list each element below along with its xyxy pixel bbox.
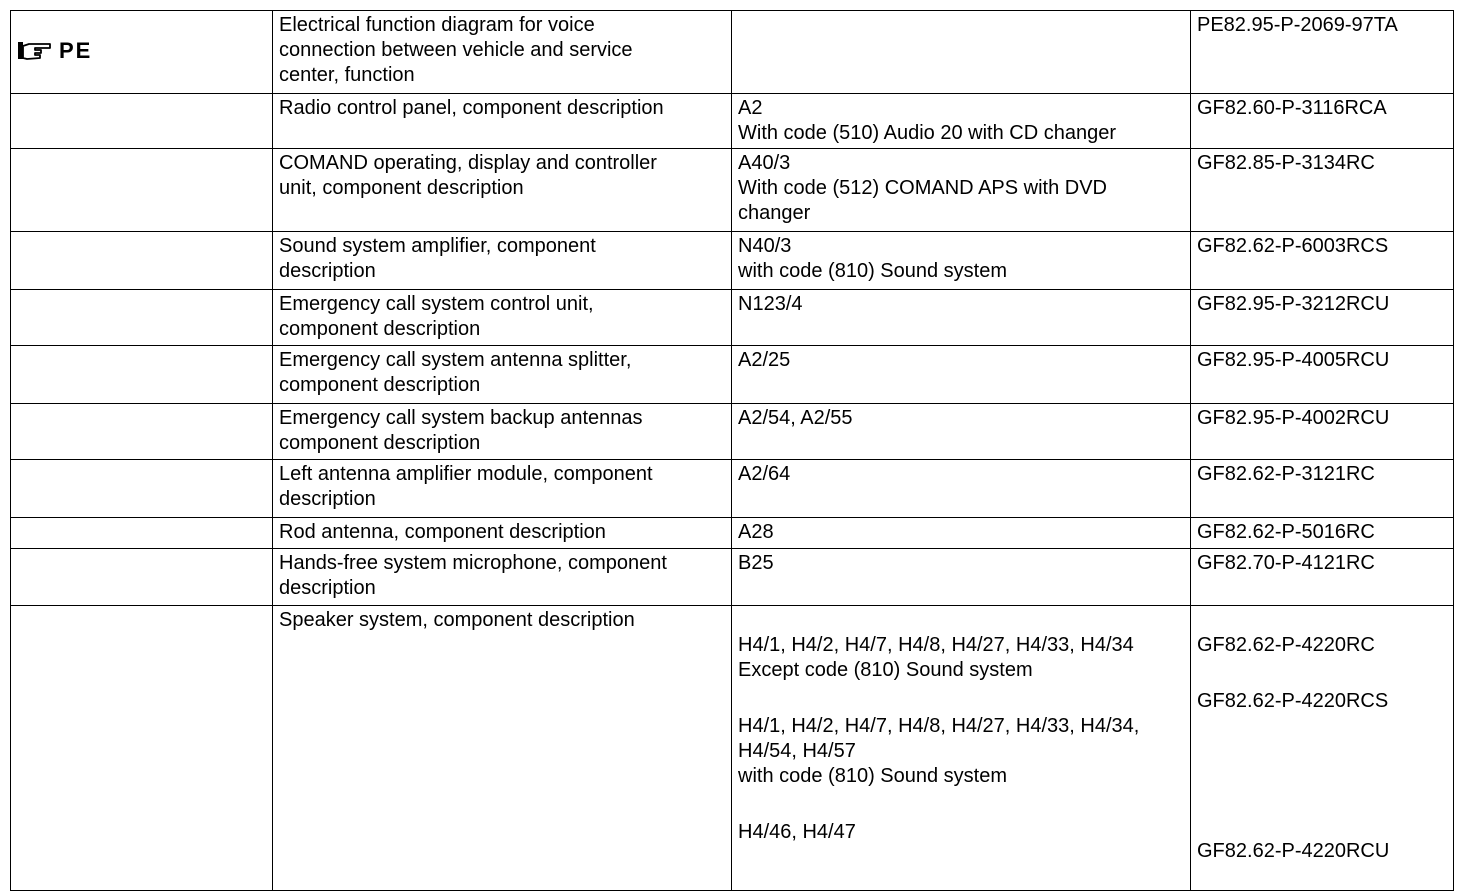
ref-tag[interactable] <box>17 38 266 63</box>
component-cell: A40/3 With code (512) COMAND APS with DVD changer <box>732 149 1191 232</box>
description-cell: Emergency call system control unit, component description <box>273 290 732 346</box>
table-row <box>11 346 1454 404</box>
description-cell: Electrical function diagram for voice connection between vehicle and service center, function <box>273 11 732 94</box>
document-cell[interactable]: GF82.85-P-3134RC <box>1191 149 1454 232</box>
speaker-document-entry[interactable]: GF82.62-P-4220RCU <box>1197 840 1390 862</box>
description-cell: Sound system amplifier, component description <box>273 232 732 290</box>
table-row <box>11 404 1454 460</box>
component-cell: A28 <box>732 518 1191 549</box>
empty-cell <box>11 404 273 460</box>
document-cell[interactable]: GF82.95-P-3212RCU <box>1191 290 1454 346</box>
table-row <box>11 460 1454 518</box>
spacer <box>1197 739 1447 764</box>
description-cell: Emergency call system antenna splitter, component description <box>273 346 732 404</box>
empty-cell <box>11 94 273 149</box>
document-cell <box>1191 606 1454 891</box>
document-cell[interactable]: GF82.95-P-4005RCU <box>1191 346 1454 404</box>
description-cell: Hands-free system microphone, component description <box>273 549 732 606</box>
table-row <box>11 518 1454 549</box>
pointing-hand-icon <box>17 39 53 63</box>
ref-tag-label: PE <box>59 38 93 63</box>
empty-cell <box>11 606 273 891</box>
component-cell: B25 <box>732 549 1191 606</box>
document-cell[interactable]: PE82.95-P-2069-97TA <box>1191 11 1454 94</box>
description-cell: Rod antenna, component description <box>273 518 732 549</box>
document-cell[interactable]: GF82.62-P-3121RC <box>1191 460 1454 518</box>
empty-cell <box>11 290 273 346</box>
empty-cell <box>11 460 273 518</box>
document-cell[interactable]: GF82.62-P-6003RCS <box>1191 232 1454 290</box>
empty-cell <box>11 518 273 549</box>
description-cell: COMAND operating, display and controller unit, component description <box>273 149 732 232</box>
table-row <box>11 232 1454 290</box>
component-cell: N40/3 with code (810) Sound system <box>732 232 1191 290</box>
component-cell: A2/54, A2/55 <box>732 404 1191 460</box>
component-cell <box>732 606 1191 891</box>
table-row <box>11 94 1454 149</box>
document-cell[interactable]: GF82.60-P-3116RCA <box>1191 94 1454 149</box>
spacer <box>1197 789 1447 814</box>
empty-cell <box>11 549 273 606</box>
description-cell: Speaker system, component description <box>273 606 732 891</box>
document-cell[interactable]: GF82.95-P-4002RCU <box>1191 404 1454 460</box>
table-row <box>11 149 1454 232</box>
speaker-component-entry: H4/1, H4/2, H4/7, H4/8, H4/27, H4/33, H4/34, H4/54, H4/57 with code (810) Sound system <box>738 715 1140 787</box>
reference-table <box>10 10 1454 891</box>
table-row <box>11 290 1454 346</box>
component-cell <box>732 11 1191 94</box>
component-cell: A2/25 <box>732 346 1191 404</box>
ref-tag-cell <box>11 11 273 94</box>
component-cell: A2/64 <box>732 460 1191 518</box>
empty-cell <box>11 149 273 232</box>
speaker-component-entry: H4/1, H4/2, H4/7, H4/8, H4/27, H4/33, H4/34 Except code (810) Sound system <box>738 634 1134 681</box>
empty-cell <box>11 232 273 290</box>
speaker-document-entry[interactable]: GF82.62-P-4220RC <box>1197 634 1375 656</box>
speaker-document-entry[interactable]: GF82.62-P-4220RCS <box>1197 690 1389 712</box>
description-cell: Radio control panel, component description <box>273 94 732 149</box>
table-row <box>11 11 1454 94</box>
component-cell: A2 With code (510) Audio 20 with CD changer <box>732 94 1191 149</box>
description-cell: Left antenna amplifier module, component description <box>273 460 732 518</box>
table-row <box>11 549 1454 606</box>
table-row-speaker-system <box>11 606 1454 891</box>
speaker-component-entry: H4/46, H4/47 <box>738 821 856 843</box>
document-cell[interactable]: GF82.62-P-5016RC <box>1191 518 1454 549</box>
description-cell: Emergency call system backup antennas component description <box>273 404 732 460</box>
empty-cell <box>11 346 273 404</box>
document-cell[interactable]: GF82.70-P-4121RC <box>1191 549 1454 606</box>
component-cell: N123/4 <box>732 290 1191 346</box>
